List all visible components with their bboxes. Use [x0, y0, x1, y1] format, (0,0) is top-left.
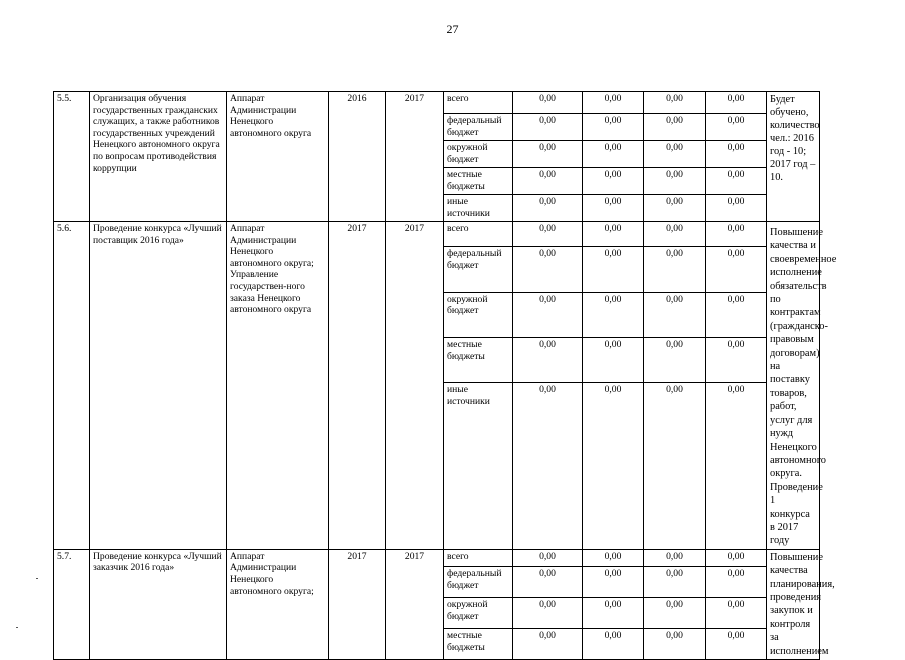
value-cell: 0,00 [513, 383, 583, 549]
table-row [54, 92, 820, 114]
source-label: окружной бюджет [444, 292, 513, 337]
source-label: местные бюджеты [444, 628, 513, 659]
result-cell: Повышение качества планирования, проведения закупок и контроля за исполнением [767, 549, 820, 659]
value-cell: 0,00 [583, 566, 644, 597]
source-label: местные бюджеты [444, 337, 513, 382]
activity-cell: Проведение конкурса «Лучший поставщик 2016 года» [90, 222, 227, 550]
source-label: всего [444, 549, 513, 566]
value-cell: 0,00 [513, 566, 583, 597]
value-cell: 0,00 [644, 549, 706, 566]
value-cell: 0,00 [706, 566, 767, 597]
source-label: федеральный бюджет [444, 247, 513, 292]
value-cell: 0,00 [706, 168, 767, 195]
value-cell: 0,00 [706, 92, 767, 114]
value-cell: 0,00 [644, 597, 706, 628]
value-cell: 0,00 [706, 247, 767, 292]
value-cell: 0,00 [513, 337, 583, 382]
value-cell: 0,00 [583, 195, 644, 222]
value-cell: 0,00 [513, 247, 583, 292]
program-measures-table [53, 91, 837, 660]
source-label: окружной бюджет [444, 141, 513, 168]
value-cell: 0,00 [706, 628, 767, 659]
value-cell: 0,00 [513, 597, 583, 628]
value-cell: 0,00 [644, 92, 706, 114]
result-cell: Повышение качества и своевременное исполнение обязательств по контрактам (гражданско-правовым договорам) на поставку товаров, работ, услуг для нужд Ненецкого автономного округа. Проведение 1 конкурса в 2017 году [767, 222, 820, 550]
table-row [54, 549, 820, 566]
value-cell: 0,00 [513, 222, 583, 247]
end-year: 2017 [386, 549, 444, 659]
value-cell: 0,00 [706, 195, 767, 222]
item-number: 5.6. [54, 222, 90, 550]
value-cell: 0,00 [513, 114, 583, 141]
value-cell: 0,00 [644, 337, 706, 382]
source-label: всего [444, 92, 513, 114]
executor-cell: Аппарат Администрации Ненецкого автономного округа; [227, 549, 329, 659]
value-cell: 0,00 [644, 247, 706, 292]
executor-cell: Аппарат Администрации Ненецкого автономного округа; Управление государствен-ного заказа Ненецкого автономного округа [227, 222, 329, 550]
source-label: окружной бюджет [444, 597, 513, 628]
value-cell: 0,00 [583, 92, 644, 114]
value-cell: 0,00 [583, 597, 644, 628]
value-cell: 0,00 [513, 628, 583, 659]
value-cell: 0,00 [583, 114, 644, 141]
source-label: иные источники [444, 383, 513, 549]
value-cell: 0,00 [706, 141, 767, 168]
value-cell: 0,00 [706, 337, 767, 382]
value-cell: 0,00 [644, 141, 706, 168]
value-cell: 0,00 [644, 168, 706, 195]
value-cell: 0,00 [644, 383, 706, 549]
result-cell: Будет обучено, количество чел.: 2016 год - 10; 2017 год – 10. [767, 92, 820, 222]
value-cell: 0,00 [644, 222, 706, 247]
item-number: 5.7. [54, 549, 90, 659]
value-cell: 0,00 [583, 292, 644, 337]
value-cell: 0,00 [583, 247, 644, 292]
value-cell: 0,00 [706, 549, 767, 566]
value-cell: 0,00 [513, 168, 583, 195]
value-cell: 0,00 [706, 114, 767, 141]
value-cell: 0,00 [644, 195, 706, 222]
value-cell: 0,00 [706, 597, 767, 628]
source-label: федеральный бюджет [444, 566, 513, 597]
value-cell: 0,00 [513, 92, 583, 114]
value-cell: 0,00 [583, 549, 644, 566]
activity-cell: Проведение конкурса «Лучший заказчик 2016 года» [90, 549, 227, 659]
value-cell: 0,00 [706, 383, 767, 549]
table-row [54, 222, 820, 247]
scan-speck [36, 578, 38, 579]
source-label: федеральный бюджет [444, 114, 513, 141]
value-cell: 0,00 [706, 222, 767, 247]
start-year: 2017 [329, 549, 386, 659]
executor-cell: Аппарат Администрации Ненецкого автономного округа [227, 92, 329, 222]
value-cell: 0,00 [583, 337, 644, 382]
value-cell: 0,00 [513, 292, 583, 337]
value-cell: 0,00 [513, 195, 583, 222]
activity-cell: Организация обучения государственных гражданских служащих, а также работников государственных учреждений Ненецкого автономного округа по вопросам противодействия коррупции [90, 92, 227, 222]
value-cell: 0,00 [583, 168, 644, 195]
value-cell: 0,00 [644, 628, 706, 659]
value-cell: 0,00 [706, 292, 767, 337]
source-label: местные бюджеты [444, 168, 513, 195]
value-cell: 0,00 [644, 292, 706, 337]
end-year: 2017 [386, 92, 444, 222]
source-label: всего [444, 222, 513, 247]
value-cell: 0,00 [644, 566, 706, 597]
scan-speck [16, 627, 18, 628]
value-cell: 0,00 [583, 383, 644, 549]
value-cell: 0,00 [583, 141, 644, 168]
start-year: 2016 [329, 92, 386, 222]
value-cell: 0,00 [513, 549, 583, 566]
end-year: 2017 [386, 222, 444, 550]
value-cell: 0,00 [513, 141, 583, 168]
page-number: 27 [446, 22, 459, 36]
value-cell: 0,00 [644, 114, 706, 141]
start-year: 2017 [329, 222, 386, 550]
source-label: иные источники [444, 195, 513, 222]
item-number: 5.5. [54, 92, 90, 222]
value-cell: 0,00 [583, 222, 644, 247]
value-cell: 0,00 [583, 628, 644, 659]
